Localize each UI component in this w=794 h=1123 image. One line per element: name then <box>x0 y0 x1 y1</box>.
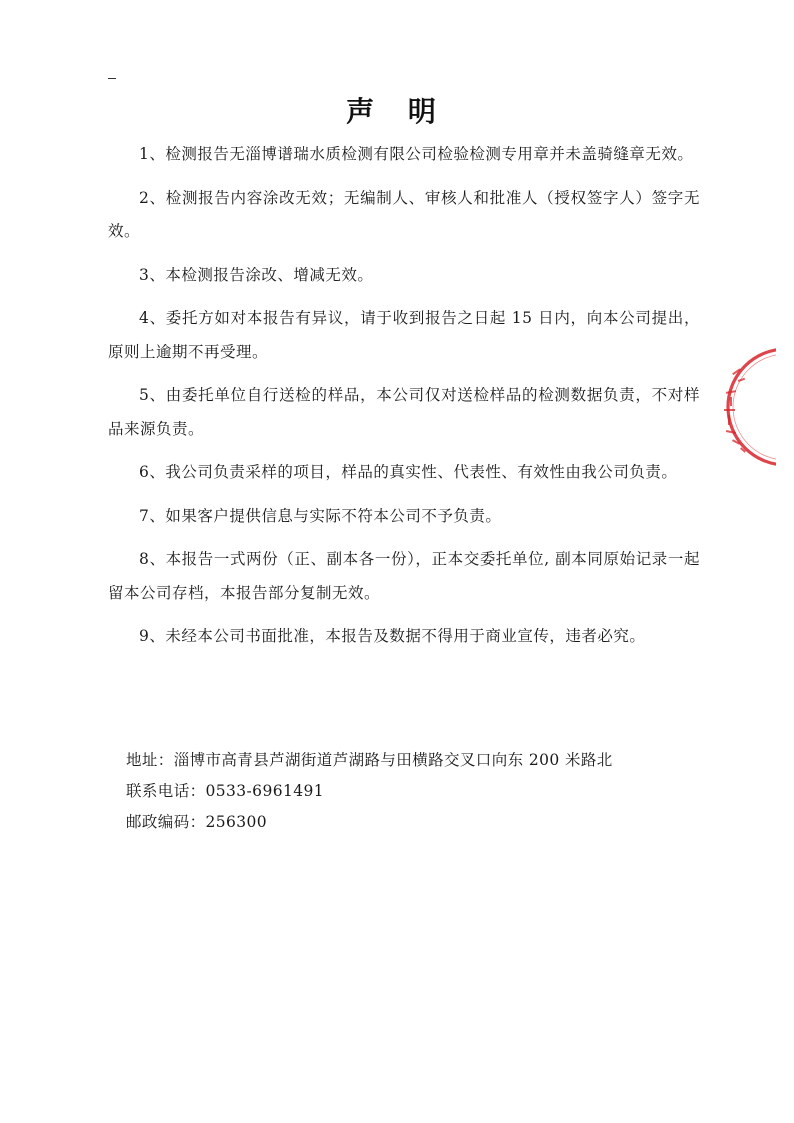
contact-postcode: 邮政编码：256300 <box>126 813 268 831</box>
clause-8: 8、本报告一式两份（正、副本各一份），正本交委托单位, 副本同原始记录一起留本公司存档，本报告部分复制无效。 <box>108 550 700 602</box>
contact-phone: 联系电话：0533-6961491 <box>126 782 325 800</box>
clause-6: 6、我公司负责采样的项目，样品的真实性、代表性、有效性由我公司负责。 <box>139 463 678 481</box>
clause-1: 1、检测报告无淄博谱瑞水质检测有限公司检验检测专用章并未盖骑缝章无效。 <box>139 145 694 163</box>
clause-2: 2、检测报告内容涂改无效；无编制人、审核人和批准人（授权签字人）签字无效。 <box>108 188 700 240</box>
margin-mark <box>108 78 116 79</box>
clause-3: 3、本检测报告涂改、增减无效。 <box>139 265 374 284</box>
contact-address: 地址：淄博市高青县芦湖街道芦湖路与田横路交叉口向东 200 米路北 <box>126 751 613 769</box>
clause-4: 4、委托方如对本报告有异议，请于收到报告之日起 15 日内，向本公司提出，原则上逾期不再受理。 <box>108 309 700 361</box>
clause-list <box>108 138 700 664</box>
seal-stamp-partial <box>686 345 776 469</box>
clause-9: 9、未经本公司书面批准，本报告及数据不得用于商业宣传，违者必究。 <box>139 627 646 645</box>
seal-icon <box>686 345 776 469</box>
contact-block <box>126 745 686 838</box>
clause-5: 5、由委托单位自行送检的样品，本公司仅对送检样品的检测数据负责，不对样品来源负责。 <box>108 386 700 438</box>
clause-7: 7、如果客户提供信息与实际不符本公司不予负责。 <box>139 506 502 525</box>
document-title: 声 明 <box>346 95 448 128</box>
